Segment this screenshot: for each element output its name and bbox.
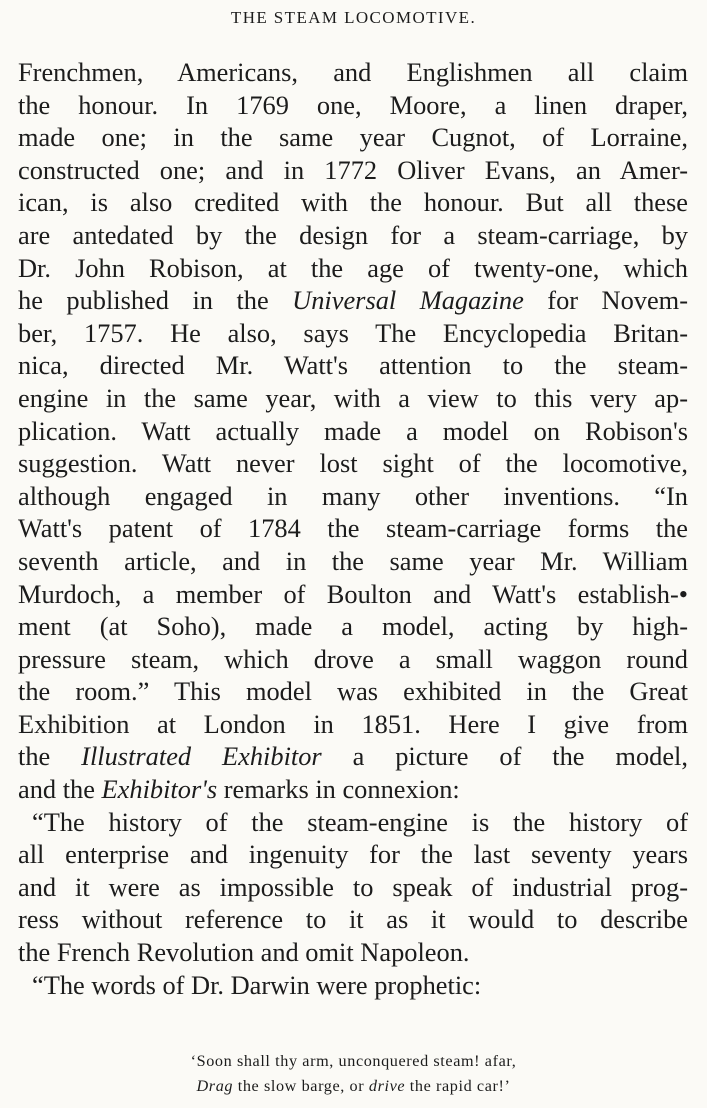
italic-title-universal-magazine: Universal Magazine [292, 285, 524, 316]
text-run: he published in the [18, 285, 293, 316]
text-line: ber, 1757. He also, says The Encyclopedia Britan- [18, 317, 688, 348]
italic-word: Drag [196, 1077, 234, 1095]
italic-title-illustrated-exhibitor: Illustrated Exhibitor [81, 741, 322, 772]
text-line: “The history of the steam-engine is the history of [32, 806, 688, 837]
verse-line: ‘Soon shall thy arm, unconquered steam! afar, [190, 1052, 517, 1070]
text-line: constructed one; and in 1772 Oliver Evans, an Amer- [18, 154, 688, 185]
text-line: the French Revolution and omit Napoleon. [18, 937, 470, 968]
text-line: the honour. In 1769 one, Moore, a linen draper, [18, 89, 688, 120]
text-line: Watt's patent of 1784 the steam-carriage forms the [18, 513, 688, 544]
text-run: a picture of the model, [321, 741, 688, 772]
running-head: THE STEAM LOCOMOTIVE. [230, 8, 477, 27]
text-line: seventh article, and in the same year Mr. William [18, 545, 688, 576]
body-text [18, 56, 688, 1001]
text-line: pressure steam, which drove a small waggon round [18, 643, 688, 674]
text-line: suggestion. Watt never lost sight of the locomotive, [18, 448, 688, 479]
text-line: and it were as impossible to speak of industrial prog- [18, 871, 688, 902]
text-line: all enterprise and ingenuity for the last seventy years [18, 839, 688, 870]
text-line: Dr. John Robison, at the age of twenty-one, which [18, 252, 688, 283]
text-line: although engaged in many other inventions. “In [18, 480, 688, 511]
text-line: “The words of Dr. Darwin were prophetic: [32, 969, 482, 1000]
text-line [18, 284, 688, 317]
text-run: the [18, 741, 82, 772]
text-line: ment (at Soho), made a model, acting by high- [18, 611, 688, 642]
text-line [18, 740, 688, 773]
text-line: engine in the same year, with a view to this very ap- [18, 382, 688, 413]
text-line: nica, directed Mr. Watt's attention to the steam- [18, 350, 688, 381]
italic-word: drive [368, 1077, 406, 1095]
text-line: Murdoch, a member of Boulton and Watt's establish-• [18, 578, 688, 609]
text-run: and the [18, 774, 102, 805]
verse-line [0, 1074, 707, 1099]
text-run: for Novem- [523, 285, 688, 316]
text-line: made one; in the same year Cugnot, of Lorraine, [18, 122, 688, 153]
italic-title-exhibitors: Exhibitor's [101, 774, 218, 805]
text-run: the rapid car!’ [405, 1077, 511, 1095]
text-line: plication. Watt actually made a model on Robison's [18, 415, 688, 446]
text-line: ress without reference to it as it would to describe [18, 904, 688, 935]
text-run: the slow barge, or [233, 1077, 369, 1095]
verse-quotation [0, 1049, 707, 1099]
text-line: are antedated by the design for a steam-carriage, by [18, 219, 688, 250]
text-run: remarks in connexion: [217, 774, 460, 805]
text-line: Frenchmen, Americans, and Englishmen all claim [18, 57, 688, 87]
text-line [18, 773, 688, 806]
text-line: Exhibition at London in 1851. Here I give from [18, 708, 688, 739]
text-line: ican, is also credited with the honour. But all these [18, 187, 688, 218]
text-line: the room.” This model was exhibited in the Great [18, 676, 688, 707]
